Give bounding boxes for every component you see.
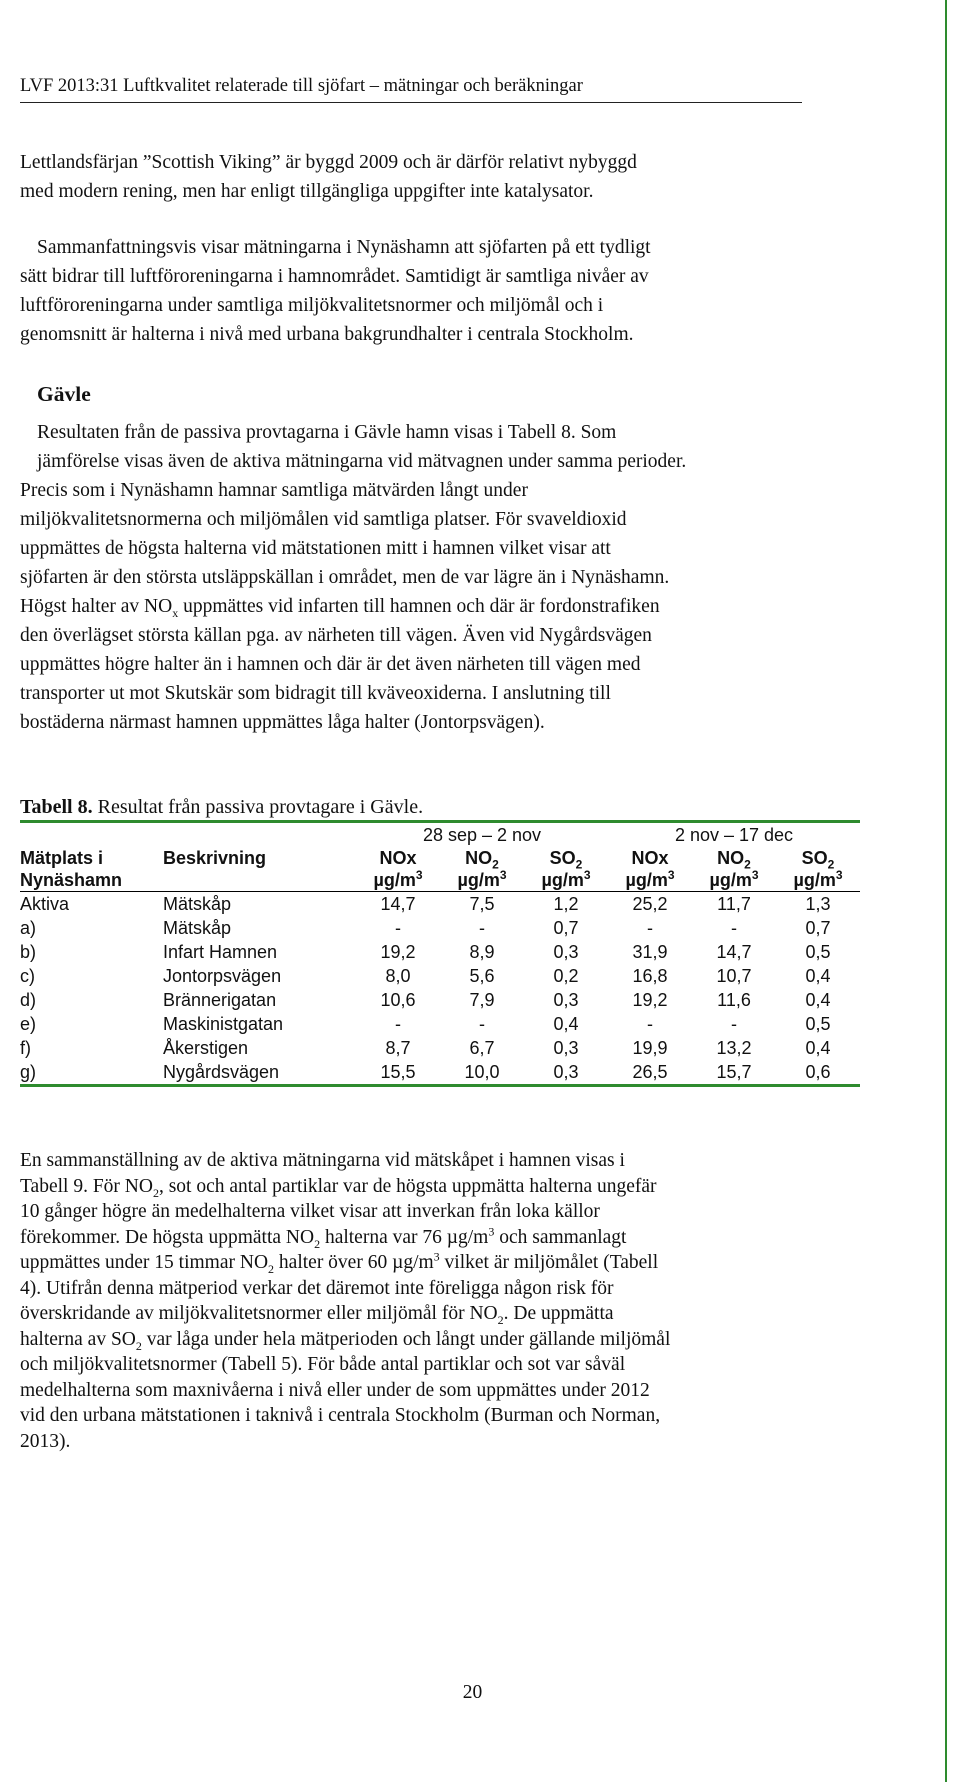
cell-value: -: [395, 918, 401, 938]
text-line: miljökvalitetsnormerna och miljömålen vid samtliga platser. För svaveldioxid: [20, 509, 627, 530]
cell-value: 6,7: [469, 1038, 495, 1058]
cell-value: 0,2: [553, 966, 579, 986]
table-row: [20, 940, 860, 964]
cell-value: 1,2: [524, 892, 608, 917]
text-line: halterna av $SO_2$ var låga under hela mätperioden och långt under gällande miljömål: [20, 1328, 671, 1353]
cell-value: 10,0: [464, 1062, 500, 1082]
paragraph-scottish-viking: [20, 148, 820, 206]
cell-place: g): [20, 1062, 37, 1082]
cell-place: f): [20, 1038, 31, 1058]
caption-text: Resultat från passiva provtagare i Gävle.: [92, 796, 424, 818]
cell-value: 0,4: [805, 966, 831, 986]
text-line: förekommer. De högsta uppmätta $NO_2$ halterna var 76 $\mu g/m^3$ och sammanlagt: [20, 1224, 627, 1251]
cell-value: 13,2: [716, 1038, 752, 1058]
running-header: LVF 2013:31 Luftkvalitet relaterade till sjöfart – mätningar och beräkningar: [20, 76, 802, 103]
page-number: 20: [462, 1682, 483, 1703]
cell-value: 7,9: [469, 990, 495, 1010]
cell-place: Aktiva: [20, 892, 163, 917]
text-line: medelhalterna som maxnivåerna i nivå eller under de som uppmättes under 2012: [20, 1379, 650, 1401]
text-line: Sammanfattningsvis visar mätningarna i Nynäshamn att sjöfarten på ett tydligt: [37, 237, 651, 258]
text-line: uppmättes högre halter än i hamnen och där är det även närheten till vägen med: [20, 654, 641, 675]
caption-label: Tabell 8.: [20, 796, 93, 818]
cell-value: -: [647, 1014, 653, 1034]
cell-value: 0,5: [805, 1014, 831, 1034]
period-1: 28 sep – 2 nov: [422, 825, 542, 845]
cell-place: a): [20, 918, 37, 938]
header-place: Mätplats i Nynäshamn: [20, 848, 123, 890]
section-heading: Gävle: [37, 382, 91, 406]
cell-description: Maskinistgatan: [163, 1014, 284, 1034]
paragraph-gavle-results: [37, 418, 817, 476]
text-line: genomsnitt är halterna i nivå med urbana bakgrundhalter i centrala Stockholm.: [20, 324, 634, 345]
cell-value: 11,7: [692, 892, 776, 917]
cell-value: 0,7: [805, 918, 831, 938]
text-line: uppmättes de högsta halterna vid mätstationen mitt i hamnen vilket visar att: [20, 538, 611, 559]
text-line: sjöfarten är den största utsläppskällan i området, men de var lägre än i Nynäshamn.: [20, 567, 670, 588]
table-row: [20, 1012, 860, 1036]
header-nox-2: NOx $\mu g/m^3$: [625, 848, 675, 890]
table-row: [20, 988, 860, 1012]
cell-value: 0,4: [805, 990, 831, 1010]
cell-value: 0,4: [553, 1014, 579, 1034]
text-line: överskridande av miljökvalitetsnormer eller miljömål för $NO_2$. De uppmätta: [20, 1303, 614, 1327]
cell-value: 8,7: [385, 1038, 411, 1058]
cell-value: 10,6: [380, 990, 416, 1010]
cell-value: 0,6: [805, 1062, 831, 1082]
text-line: luftföroreningarna under samtliga miljökvalitetsnormer och miljömål och i: [20, 295, 604, 316]
text-line: 10 gånger högre än medelhalterna vilket visar att inverkan från loka källor: [20, 1201, 600, 1222]
header-so2-2: $SO_2$ $\mu g/m^3$: [793, 848, 843, 890]
cell-value: 0,5: [805, 942, 831, 962]
table-row: [20, 1036, 860, 1060]
cell-value: -: [731, 918, 737, 938]
text-line: och miljökvalitetsnormer (Tabell 5). För både antal partiklar och sot var såväl: [20, 1354, 626, 1375]
cell-description: Brännerigatan: [163, 990, 277, 1010]
cell-value: -: [479, 918, 485, 938]
table-caption: [20, 796, 423, 819]
cell-place: d): [20, 990, 37, 1010]
text-line: den överlägset största källan pga. av närheten till vägen. Även vid Nygårdsvägen: [20, 625, 652, 646]
cell-value: 0,3: [553, 942, 579, 962]
cell-value: 14,7: [356, 892, 440, 917]
period-2: 2 nov – 17 dec: [674, 825, 794, 845]
cell-description: Mätskåp: [163, 918, 232, 938]
cell-value: 8,9: [469, 942, 495, 962]
cell-value: 14,7: [716, 942, 752, 962]
text-line: sätt bidrar till luftföroreningarna i hamnområdet. Samtidigt är samtliga nivåer av: [20, 266, 649, 287]
cell-value: -: [395, 1014, 401, 1034]
text-line: Tabell 9. För $NO_2$, sot och antal partiklar var de högsta uppmätta halterna ungefär: [20, 1175, 657, 1200]
text-line: Resultaten från de passiva provtagarna i Gävle hamn visas i Tabell 8. Som: [37, 422, 617, 443]
header-description: Beskrivning: [163, 848, 267, 868]
paragraph-gavle-results-cont: [20, 476, 820, 737]
header-nox-1: NOx $\mu g/m^3$: [373, 848, 423, 890]
cell-value: 5,6: [469, 966, 495, 986]
cell-value: 31,9: [632, 942, 668, 962]
header-no2-2: $NO_2$ $\mu g/m^3$: [709, 848, 759, 890]
text-line: Lettlandsfärjan ”Scottish Viking” är byggd 2009 och är därför relativt nybyggd: [20, 152, 637, 173]
cell-value: 0,4: [805, 1038, 831, 1058]
cell-value: 19,2: [632, 990, 668, 1010]
text-line: bostäderna närmast hamnen uppmättes låga halter (Jontorpsvägen).: [20, 712, 545, 733]
cell-description: Infart Hamnen: [163, 942, 278, 962]
text-line: med modern rening, men har enligt tillgängliga uppgifter inte katalysator.: [20, 181, 594, 202]
cell-value: 0,7: [553, 918, 579, 938]
paragraph-summary-nynashamn: [20, 233, 820, 349]
text-line: uppmättes under 15 timmar $NO_2$ halter över 60 $\mu g/m^3$ vilket är miljömålet (Tabell: [20, 1249, 659, 1276]
cell-value: 7,5: [440, 892, 524, 917]
cell-value: 15,5: [380, 1062, 416, 1082]
cell-value: -: [731, 1014, 737, 1034]
text-line: Precis som i Nynäshamn hamnar samtliga mätvärden långt under: [20, 480, 528, 501]
table-row: [20, 916, 860, 940]
text-line: vid den urbana mätstationen i taknivå i centrala Stockholm (Burman och Norman,: [20, 1405, 661, 1426]
results-table: [20, 820, 860, 1087]
header-so2-1: $SO_2$ $\mu g/m^3$: [541, 848, 591, 890]
cell-value: -: [479, 1014, 485, 1034]
results-table-container: [20, 820, 860, 1087]
cell-place: e): [20, 1014, 37, 1034]
table-row: [20, 1060, 860, 1086]
cell-value: -: [647, 918, 653, 938]
cell-value: 11,6: [717, 990, 751, 1010]
right-margin-line: [945, 0, 947, 1782]
cell-place: b): [20, 942, 37, 962]
text-line: jämförelse visas även de aktiva mätningarna vid mätvagnen under samma perioder.: [37, 451, 687, 472]
cell-place: c): [20, 966, 35, 986]
table-row: [20, 892, 860, 917]
cell-value: 0,3: [553, 990, 579, 1010]
header-no2-1: $NO_2$ $\mu g/m^3$: [457, 848, 507, 890]
cell-value: 19,9: [632, 1038, 668, 1058]
table-row: [20, 964, 860, 988]
cell-value: 25,2: [608, 892, 692, 917]
cell-value: 1,3: [776, 892, 860, 917]
column-header-row: [20, 847, 860, 892]
cell-value: 16,8: [632, 966, 668, 986]
cell-value: 15,7: [716, 1062, 752, 1082]
cell-value: 0,3: [553, 1038, 579, 1058]
text-line: 2013).: [20, 1430, 71, 1452]
cell-value: 0,3: [553, 1062, 579, 1082]
cell-description: Åkerstigen: [163, 1038, 249, 1058]
cell-description: Nygårdsvägen: [163, 1062, 280, 1082]
paragraph-active-measurements: [20, 1148, 820, 1454]
cell-value: 8,0: [385, 966, 411, 986]
cell-description: Mätskåp: [163, 892, 356, 917]
cell-value: 19,2: [380, 942, 416, 962]
cell-value: 26,5: [632, 1062, 668, 1082]
cell-value: 10,7: [716, 966, 752, 986]
text-line: 4). Utifrån denna mätperiod verkar det däremot inte föreligga någon risk för: [20, 1277, 614, 1299]
cell-description: Jontorpsvägen: [163, 966, 282, 986]
text-line: En sammanställning av de aktiva mätningarna vid mätskåpet i hamnen visas i: [20, 1150, 625, 1171]
text-line: transporter ut mot Skutskär som bidragit till kväveoxiderna. I anslutning till: [20, 683, 611, 704]
period-header-row: [20, 822, 860, 848]
text-line: Högst halter av $NO_x$ uppmättes vid infarten till hamnen och där är fordonstrafiken: [20, 596, 660, 620]
